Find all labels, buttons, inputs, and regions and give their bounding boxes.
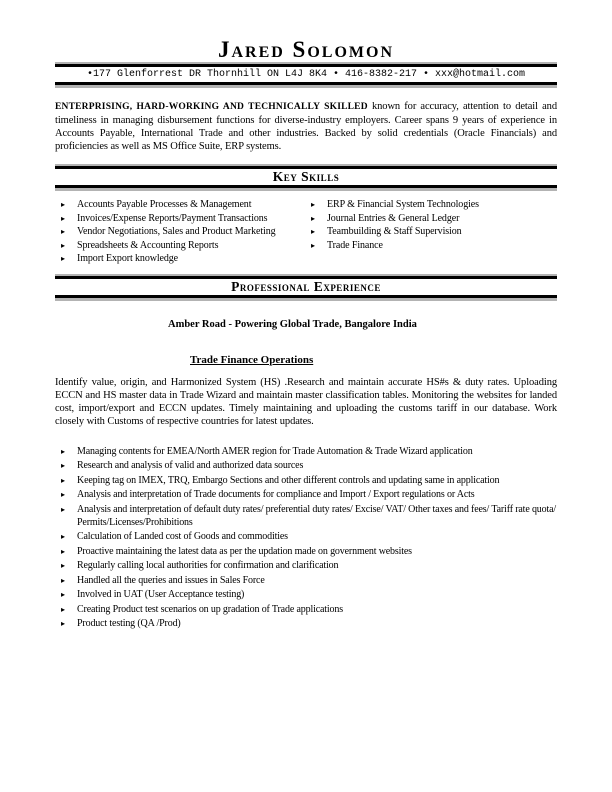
experience-bullet <box>61 503 557 529</box>
skill-item <box>311 198 557 212</box>
experience-bullet <box>61 459 557 472</box>
bullet-icon: ▸ <box>61 446 65 456</box>
key-skills-right-column <box>311 198 557 266</box>
experience-bullet <box>61 530 557 543</box>
skill-item <box>311 239 557 253</box>
experience-bullet <box>61 559 557 572</box>
summary-paragraph <box>55 100 557 153</box>
bullet-icon: ▸ <box>61 240 65 250</box>
experience-bullet-text: Managing contents for EMEA/North AMER region for Trade Automation & Trade Wizard application <box>77 445 473 457</box>
skill-item <box>61 198 311 212</box>
key-skills-columns <box>61 198 557 266</box>
experience-bullet-text: Analysis and interpretation of default duty rates/ preferential duty rates/ Excise/ VAT/ Other taxes and fees/ Tariff rate quota/ Permits/Licenses/Prohibitions <box>77 503 557 528</box>
summary-lead-in: ENTERPRISING, HARD-WORKING AND TECHNICALLY SKILLED <box>55 102 368 112</box>
bullet-icon: ▸ <box>61 227 65 236</box>
experience-bullet <box>61 603 557 616</box>
skill-item <box>311 212 557 226</box>
bullet-icon: ▸ <box>311 213 315 223</box>
summary-body: known for accuracy, attention to detail and timeliness in managing disbursement functions for diverse-industry employers. Career spans 9 years of experience in Accounts Payable, International Trade and other industries. Backed by solid credentials (Oracle Financials) and proficiencies as well as MS Office Suite, ERP systems. <box>55 101 557 152</box>
experience-bullet-text: Product testing (QA /Prod) <box>77 618 181 629</box>
bullet-icon: ▸ <box>61 619 65 628</box>
skill-label: Invoices/Expense Reports/Payment Transactions <box>77 212 268 224</box>
skill-item <box>61 239 311 253</box>
role-overview: Identify value, origin, and Harmonized System (HS) .Research and maintain accurate HS#s & duty rates. Uploading ECCN and HS master data in Trade Wizard and maintain master classification tables. Monitoring the websites for landed cost, import/export and ECCN updates. Timely maintaining and uploading the customs tariff in our database. Work closely with Customs of respective countries for latest updates. <box>55 376 557 427</box>
experience-bullet <box>61 488 557 501</box>
company-line: Amber Road - Powering Global Trade, Bangalore India <box>168 318 417 330</box>
skill-label: Trade Finance <box>327 239 383 251</box>
bullet-icon: ▸ <box>61 254 65 263</box>
experience-bullet-text: Involved in UAT (User Acceptance testing) <box>77 589 245 600</box>
skill-item <box>61 225 311 239</box>
key-skills-left-column <box>61 198 311 266</box>
skill-label: Accounts Payable Processes & Management <box>77 199 252 210</box>
bar-shadow <box>55 298 557 301</box>
skill-label: ERP & Financial System Technologies <box>327 199 479 210</box>
experience-bullet <box>61 545 557 558</box>
experience-heading-bar <box>55 274 557 301</box>
skill-label: Import Export knowledge <box>77 253 179 264</box>
bullet-icon: ▸ <box>61 490 65 499</box>
experience-bullet-text: Proactive maintaining the latest data as per the updation made on government websites <box>77 545 412 557</box>
experience-bullet <box>61 617 557 630</box>
bar-shadow <box>55 188 557 191</box>
skill-item <box>61 212 311 226</box>
skill-label: Teambuilding & Staff Supervision <box>327 226 462 237</box>
experience-bullet-text: Calculation of Landed cost of Goods and commodities <box>77 531 288 542</box>
experience-bullet <box>61 445 557 458</box>
contact-line: •177 Glenforrest DR Thornhill ON L4J 8K4 • 416-8382-217 • xxx@hotmail.com <box>55 64 557 85</box>
key-skills-heading: Key Skills <box>55 166 557 188</box>
bullet-icon: ▸ <box>61 561 65 570</box>
experience-bullet-text: Handled all the queries and issues in Sales Force <box>77 574 265 586</box>
skill-item <box>311 225 557 239</box>
bullet-icon: ▸ <box>311 227 315 236</box>
role-title: Trade Finance Operations <box>190 353 314 366</box>
bullet-icon: ▸ <box>61 504 65 514</box>
experience-bullet <box>61 574 557 587</box>
skill-label: Journal Entries & General Ledger <box>327 212 460 224</box>
experience-bullet <box>61 588 557 601</box>
bullet-icon: ▸ <box>61 475 65 485</box>
bullet-icon: ▸ <box>61 590 65 599</box>
bullet-icon: ▸ <box>61 575 65 585</box>
experience-heading: Professional Experience <box>55 276 557 298</box>
bullet-icon: ▸ <box>61 604 65 614</box>
experience-bullet-list <box>61 445 557 631</box>
bar-shadow <box>55 85 557 88</box>
skill-label: Vendor Negotiations, Sales and Product Marketing <box>77 226 276 237</box>
key-skills-heading-bar <box>55 164 557 191</box>
resume-name: Jared Solomon <box>217 37 395 62</box>
bullet-icon: ▸ <box>61 200 65 209</box>
experience-bullet-text: Research and analysis of valid and authorized data sources <box>77 460 304 471</box>
experience-bullet-text: Analysis and interpretation of Trade documents for compliance and Import / Export regulations or Acts <box>77 489 475 500</box>
bullet-icon: ▸ <box>61 546 65 556</box>
contact-bar <box>55 62 557 88</box>
bullet-icon: ▸ <box>61 532 65 541</box>
skill-item <box>61 252 311 266</box>
experience-bullet-text: Keeping tag on IMEX, TRQ, Embargo Sections and other different controls and updating same in application <box>77 474 500 486</box>
experience-bullet-text: Regularly calling local authorities for confirmation and clarification <box>77 560 339 571</box>
bullet-icon: ▸ <box>311 200 315 209</box>
bullet-icon: ▸ <box>61 461 65 470</box>
experience-bullet <box>61 474 557 487</box>
skill-label: Spreadsheets & Accounting Reports <box>77 239 219 251</box>
experience-bullet-text: Creating Product test scenarios on up gradation of Trade applications <box>77 603 343 615</box>
bullet-icon: ▸ <box>311 240 315 250</box>
bullet-icon: ▸ <box>61 213 65 223</box>
